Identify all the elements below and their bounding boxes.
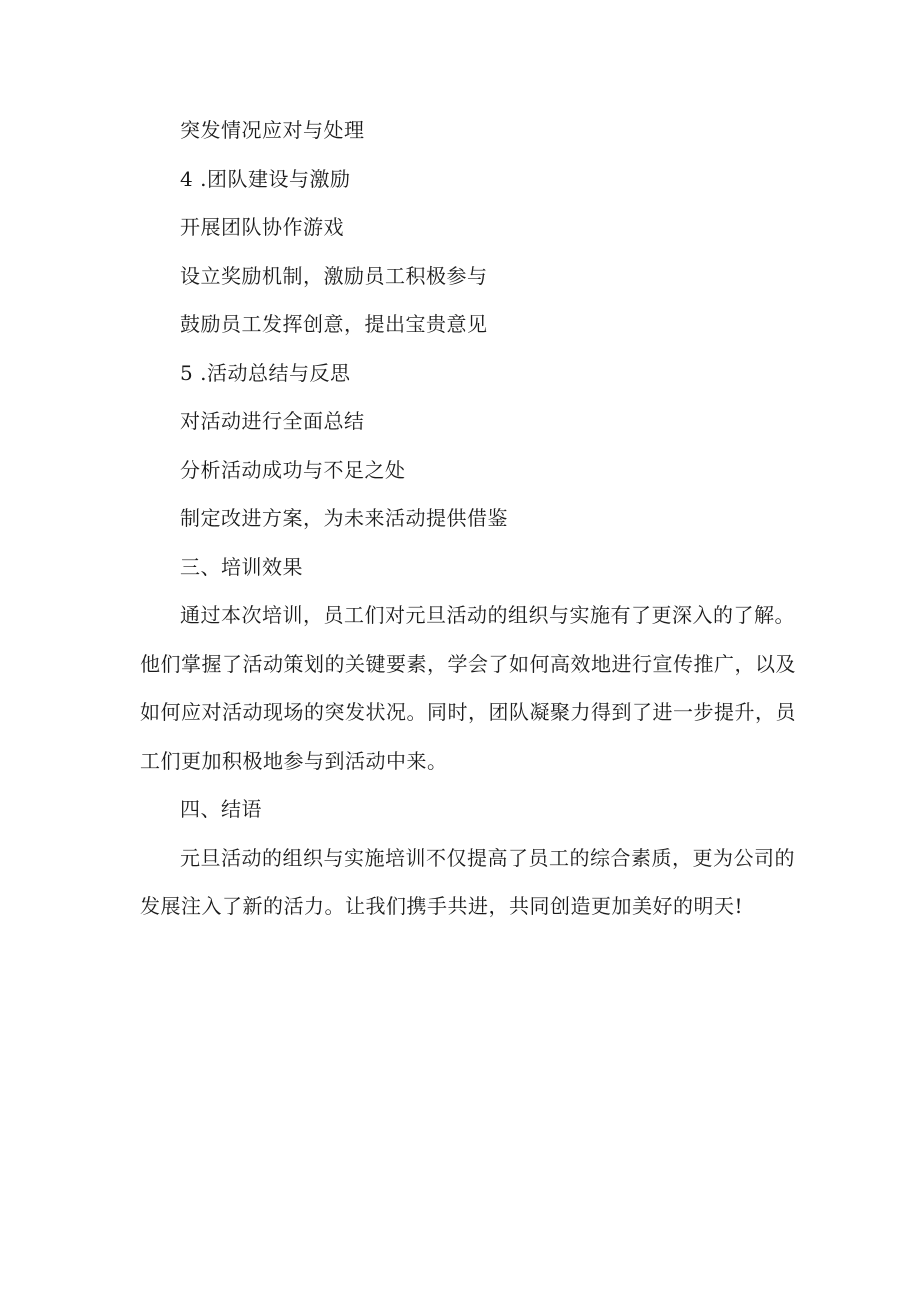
paragraph-conclusion-line-1: 元旦活动的组织与实施培训不仅提高了员工的综合素质，更为公司的 — [180, 846, 795, 870]
section-heading-training-effect: 三、培训效果 — [180, 555, 303, 579]
list-item-reward-mechanism: 设立奖励机制，激励员工积极参与 — [180, 264, 488, 288]
section-heading-team-building: 4 .团队建设与激励 — [180, 167, 351, 191]
paragraph-training-effect-line-4: 工们更加积极地参与到活动中来。 — [140, 749, 448, 773]
section-heading-conclusion: 四、结语 — [180, 797, 262, 821]
list-item-encourage-creativity: 鼓励员工发挥创意，提出宝贵意见 — [180, 312, 488, 336]
list-item-overall-summary: 对活动进行全面总结 — [180, 409, 365, 433]
section-heading-summary: 5 .活动总结与反思 — [180, 361, 351, 385]
paragraph-training-effect-line-2: 他们掌握了活动策划的关键要素，学会了如何高效地进行宣传推广，以及 — [140, 652, 796, 676]
list-item-improvement-plan: 制定改进方案，为未来活动提供借鉴 — [180, 506, 508, 530]
list-item-team-games: 开展团队协作游戏 — [180, 215, 344, 239]
paragraph-training-effect-line-3: 如何应对活动现场的突发状况。同时，团队凝聚力得到了进一步提升，员 — [140, 700, 796, 724]
paragraph-training-effect-line-1: 通过本次培训，员工们对元旦活动的组织与实施有了更深入的了解。 — [180, 603, 795, 627]
list-item-analysis: 分析活动成功与不足之处 — [180, 458, 406, 482]
paragraph-conclusion-line-2: 发展注入了新的活力。让我们携手共进，共同创造更加美好的明天! — [140, 894, 744, 918]
list-item-emergency-handling: 突发情况应对与处理 — [180, 118, 365, 142]
